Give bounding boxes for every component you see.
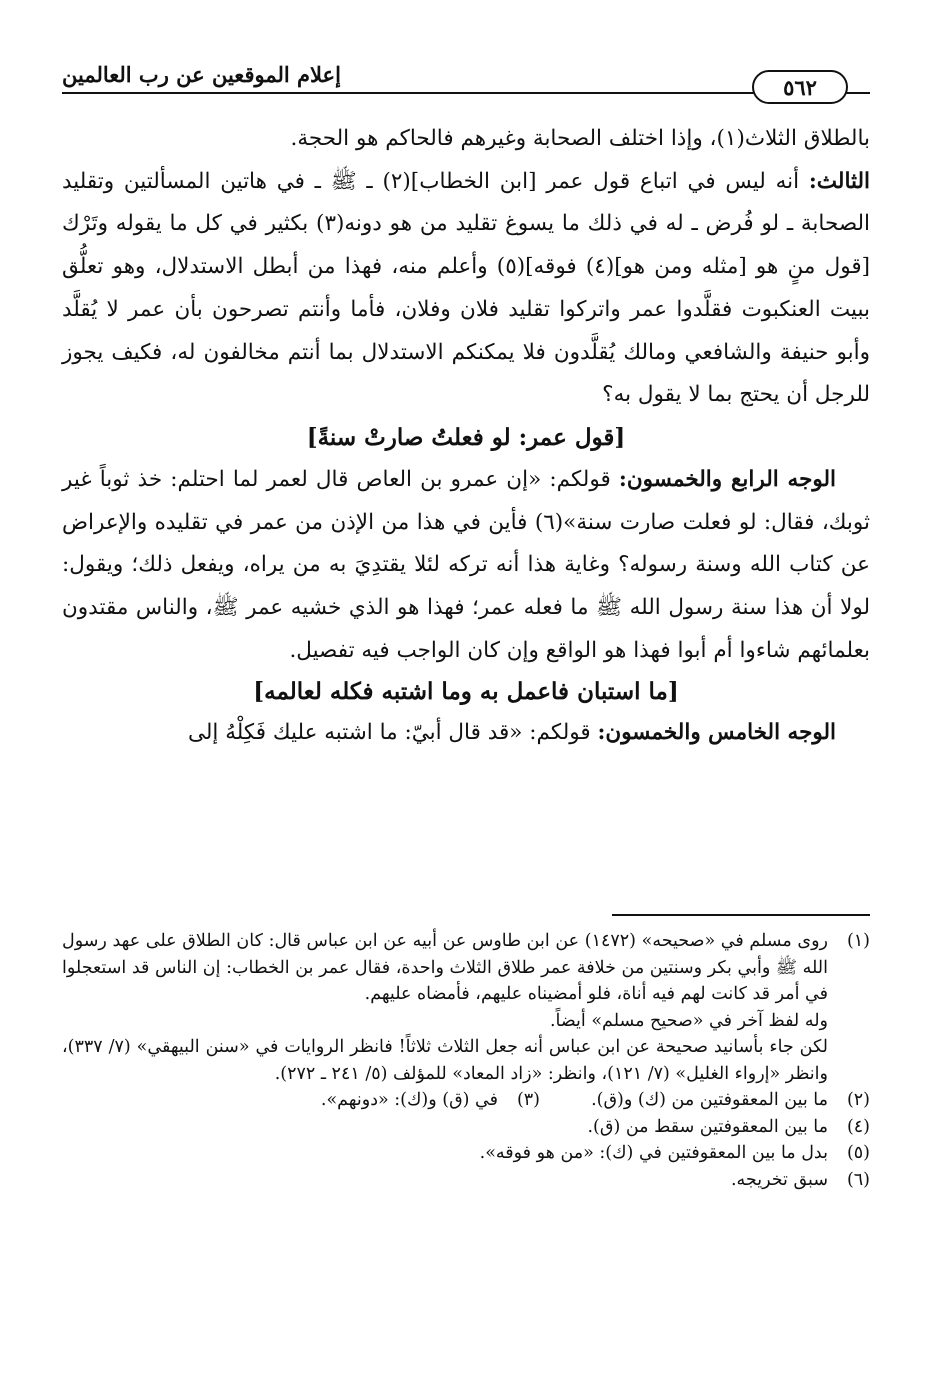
footnote-text: سبق تخريجه. (730, 1169, 828, 1190)
footnote-text: روى مسلم في «صحيحه» (١٤٧٢) عن ابن طاوس عن أبيه عن ابن عباس قال: كان الطلاق على عهد رسول الله ﷺ وأبي بكر وسنتين من خلافة عمر طلاق الثلاث واحدة، فقال عمر بن الخطاب: إن الناس قد استعجلوا في أمر قد كانت لهم فيه أناة، فلو أمضيناه عليهم، فأمضاه عليهم. (62, 931, 828, 1004)
paragraph-lead: الوجه الرابع والخمسون: (618, 466, 837, 492)
paragraph-text: قولكم: «قد قال أبيّ: ما اشتبه عليك فَكِلْهُ إلى (187, 720, 598, 746)
footnotes (62, 928, 870, 1193)
footnote-3 (321, 1087, 540, 1114)
paragraph-third-point (62, 161, 870, 417)
footnote-number: (١) (846, 931, 870, 951)
paragraph-54 (62, 459, 870, 673)
footnote-1-continuation: لكن جاء بأسانيد صحيحة عن ابن عباس أنه جعل الثلاث ثلاثاً! فانظر الروايات في «سنن البيهقي» (٧/ ٣٣٧)، وانظر «إرواء الغليل» (٧/ ١٢١)، وانظر: «زاد المعاد» للمؤلف (٥/ ٢٤١ ـ ٢٧٢). (62, 1037, 828, 1084)
header-rule (62, 92, 870, 94)
footnote-text: بدل ما بين المعقوفتين في (ك): «من هو فوقه». (479, 1143, 828, 1163)
footnote-number: (٦) (846, 1169, 870, 1190)
footnote-text: في (ق) و(ك): «دونهم». (320, 1090, 498, 1110)
footnote-6 (62, 1167, 870, 1194)
footnote-5 (62, 1140, 870, 1167)
page-number: ٥٦٢ (752, 70, 848, 104)
main-text (62, 118, 870, 755)
footnote-text: ما بين المعقوفتين من (ك) و(ق). (591, 1090, 828, 1110)
footnote-row (62, 1087, 870, 1114)
footnote-number: (٤) (846, 1116, 870, 1137)
footnote-separator (612, 914, 870, 916)
paragraph-lead: الوجه الخامس والخمسون: (597, 720, 836, 746)
paragraph-text: قولكم: «إن عمرو بن العاص قال لعمر لما احتلم: خذ ثوباً غير ثوبك، فقال: لو فعلت صارت سنة»(٦) فأين في هذا من الإذن من عمر في تقليده والإعراض عن كتاب الله وسنة رسوله؟ وغاية هذا أنه تركه لئلا يقتدِيَ به من يراه، ويفعل ذلك؛ ويقول: لولا أن هذا سنة رسول الله ﷺ ما فعله عمر؛ فهذا هو الذي خشيه عمر ﷺ، والناس مقتدون بعلمائهم شاءوا أم أبوا فهذا هو الواقع وإن كان الواجب فيه تفصيل. (62, 466, 870, 663)
section-heading: [ما استبان فاعمل به وما اشتبه فكله لعالمه] (253, 678, 679, 706)
paragraph-text: أنه ليس في اتباع قول عمر [ابن الخطاب](٢) ـ ﷺ ـ في هاتين المسألتين وتقليد الصحابة ـ لو فُرض ـ له في ذلك ما يسوغ تقليد من هو دونه(٣) بكثير في كل ما يقوله وتَرْك [قول منٍ هو [مثله ومن هو](٤) فوقه](٥) وأعلم منه، فهذا من أبطل الاستدلال، وهو تعلُّق ببيت العنكبوت فقلَّدوا عمر واتركوا تقليد فلان وفلان، فأما وأنتم تصرحون بأن عمر لا يُقلَّد وأبو حنيفة والشافعي ومالك يُقلَّدون فلا يمكنكم الاستدلال بما أنتم مخالفون له، فكيف يجوز للرجل أن يحتج بما لا يقول به؟ (62, 168, 871, 408)
page-header (62, 58, 870, 108)
footnote-number: (٥) (846, 1143, 870, 1163)
footnote-text: ما بين المعقوفتين سقط من (ق). (587, 1116, 828, 1137)
paragraph-lead: الثالث: (808, 168, 871, 194)
footnote-2 (540, 1087, 870, 1114)
footnote-1 (62, 928, 870, 1008)
footnote-1-continuation: وله لفظ آخر في «صحيح مسلم» أيضاً. (549, 1010, 828, 1031)
footnote-number: (٢) (846, 1090, 870, 1110)
footnote-4 (62, 1114, 870, 1141)
book-title: إعلام الموقعين عن رب العالمين (62, 62, 341, 87)
section-heading: [قول عمر: لو فعلتُ صارتْ سنةً] (306, 423, 626, 451)
footnote-number: (٣) (516, 1090, 540, 1110)
paragraph-55 (62, 712, 870, 755)
paragraph-continuation: بالطلاق الثلاث(١)، وإذا اختلف الصحابة وغيرهم فالحاكم هو الحجة. (290, 126, 870, 151)
